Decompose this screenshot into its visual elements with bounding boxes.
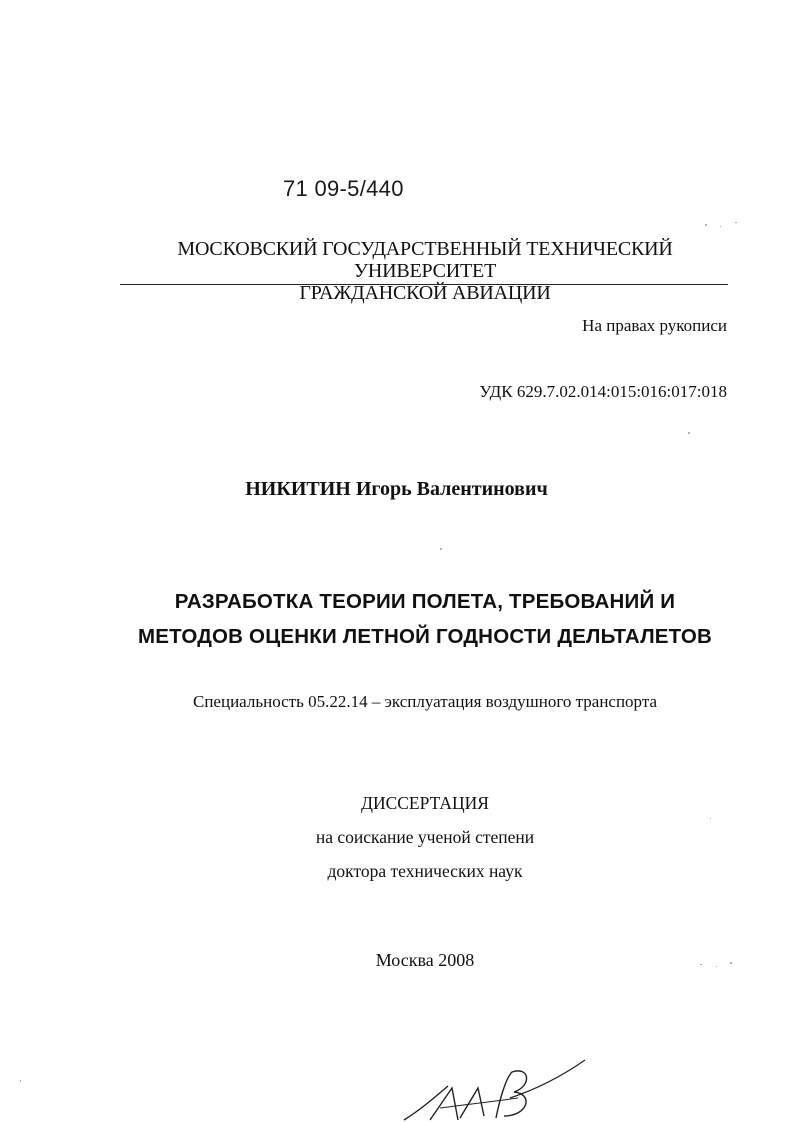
scan-speck: [700, 964, 702, 965]
city-year: Москва 2008: [375, 950, 475, 970]
scan-speck: [710, 818, 711, 819]
university-name: [120, 238, 730, 304]
dissertation-type: ДИССЕРТАЦИЯ: [361, 793, 489, 813]
scan-speck: [20, 1080, 21, 1082]
degree-field: доктора технических наук: [327, 861, 523, 881]
degree-line: на соискание ученой степени: [315, 827, 535, 847]
title-line2: МЕТОДОВ ОЦЕНКИ ЛЕТНОЙ ГОДНОСТИ ДЕЛЬТАЛЕТОВ: [137, 625, 713, 648]
scan-speck: [688, 432, 690, 434]
title-line1: РАЗРАБОТКА ТЕОРИИ ПОЛЕТА, ТРЕБОВАНИЙ И: [174, 590, 676, 613]
header-divider: [120, 284, 728, 285]
dissertation-block: [0, 786, 793, 888]
archive-stamp-number: 71 09-5/440: [283, 176, 404, 201]
university-name-line1: МОСКОВСКИЙ ГОСУДАРСТВЕННЫЙ ТЕХНИЧЕСКИЙ УНИВЕРСИТЕТ: [177, 238, 673, 282]
manuscript-note: На правах рукописи: [582, 316, 727, 335]
author-surname: НИКИТИН: [245, 478, 351, 500]
udk-code: УДК 629.7.02.014:015:016:017:018: [479, 382, 727, 401]
scan-speck: [716, 966, 717, 967]
scan-speck: [720, 226, 721, 227]
university-name-line2: ГРАЖДАНСКОЙ АВИАЦИИ: [299, 282, 551, 304]
scan-speck: [440, 548, 442, 550]
scan-speck: [735, 222, 737, 223]
author-given-names: Игорь Валентинович: [355, 478, 548, 500]
scan-speck: [705, 224, 707, 226]
handwritten-signature: [400, 1058, 590, 1122]
scan-speck: [730, 962, 732, 964]
author-name: [0, 478, 793, 501]
dissertation-title: [100, 584, 750, 654]
specialty: Специальность 05.22.14 – эксплуатация воздушного транспорта: [192, 692, 658, 711]
